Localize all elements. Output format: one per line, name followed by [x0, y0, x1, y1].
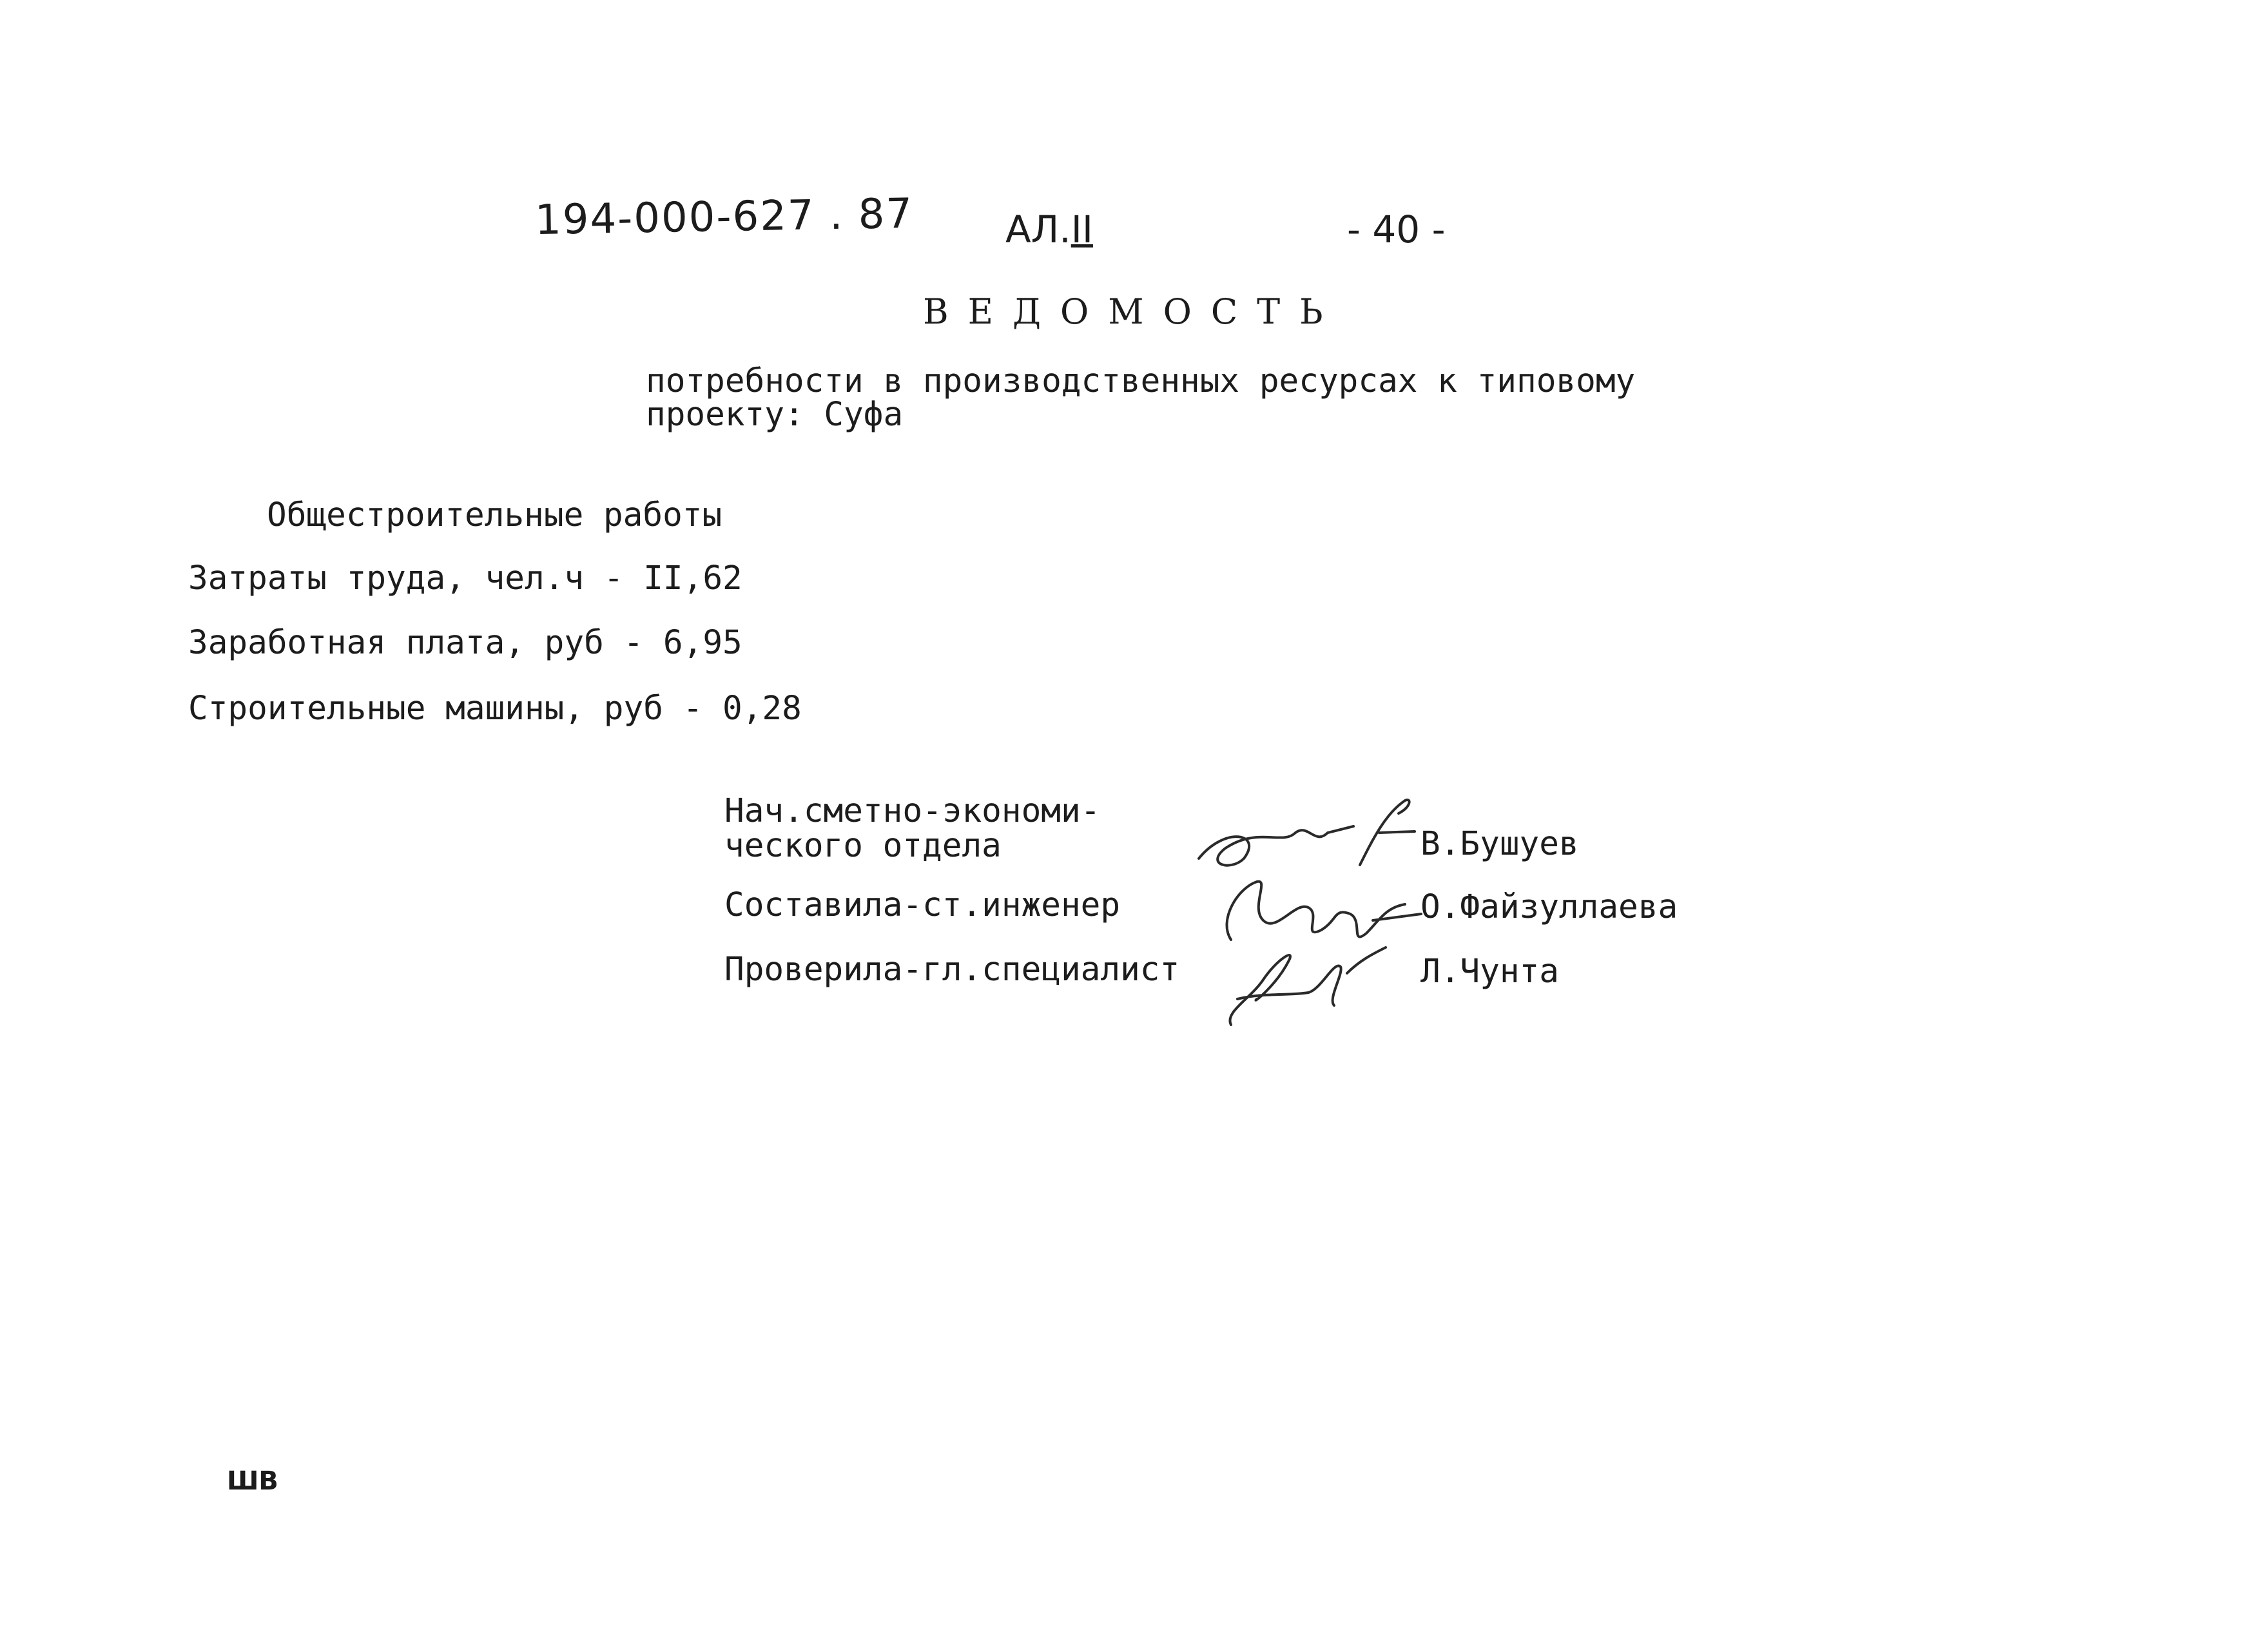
metric-wages: Заработная плата, руб - 6,95 — [188, 624, 742, 662]
document-subtitle — [646, 362, 1636, 434]
signer-name-bushuev: В.Бушуев — [1420, 825, 1579, 863]
document-number: 194-000-627 . 87 — [534, 189, 914, 245]
section-heading: Общестроительные работы — [267, 496, 722, 534]
signer-role-compiler: Составила-ст.инженер — [724, 886, 1121, 924]
metric-machines: Строительные машины, руб - 0,28 — [188, 690, 802, 728]
signer-name-chunta: Л.Чунта — [1420, 953, 1559, 991]
signer-role-checker: Проверила-гл.специалист — [724, 951, 1180, 989]
signer-name-fayzullaeva: О.Файзуллаева — [1420, 888, 1678, 926]
corner-mark: ШВ — [227, 1466, 278, 1496]
signature-bushuev — [1186, 788, 1418, 878]
metric-labor: Затраты труда, чел.ч - II,62 — [188, 559, 742, 597]
album-prefix: АЛ. — [1005, 208, 1071, 251]
page-number: - 40 - — [1347, 208, 1446, 251]
signature-chunta — [1212, 935, 1405, 1031]
signer-role-head: Нач.сметно-экономи- ческого отдела — [724, 792, 1101, 865]
subtitle-line-2: проекту: Суфа — [646, 396, 904, 434]
album-label — [1005, 208, 1093, 251]
document-title: ВЕДОМОСТЬ — [923, 291, 1342, 332]
subtitle-line-1: потребности в производственных ресурсах к типовому — [646, 362, 1636, 400]
album-number: II — [1071, 208, 1093, 251]
